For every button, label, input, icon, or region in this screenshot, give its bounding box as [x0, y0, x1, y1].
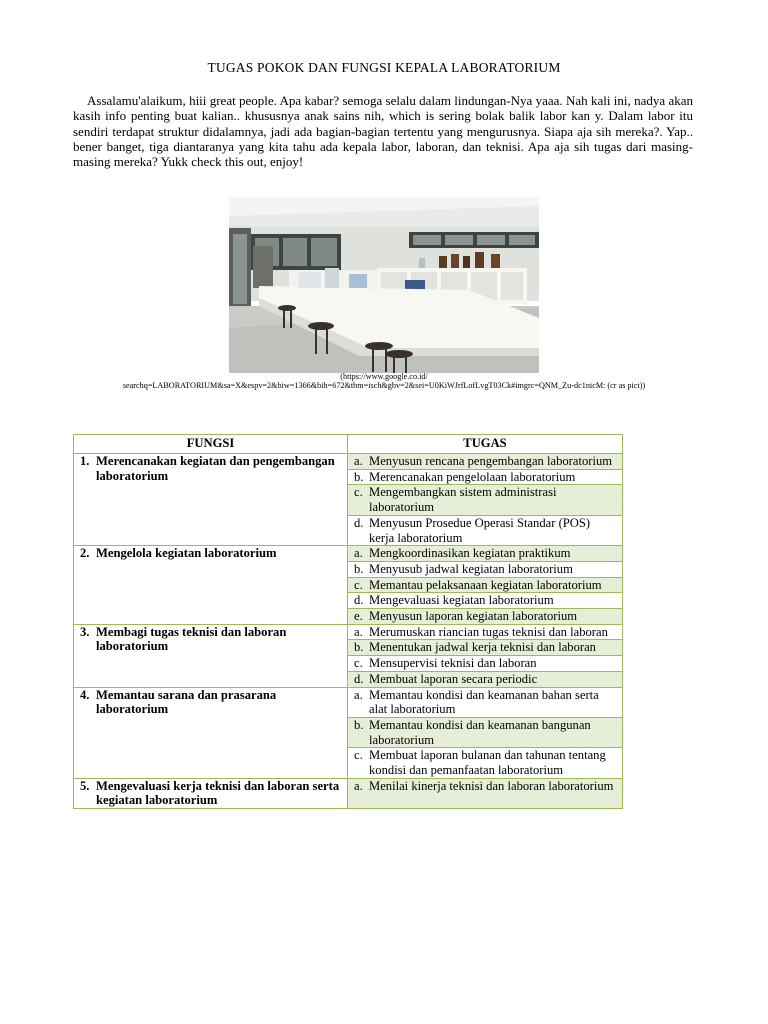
table-row	[74, 546, 623, 562]
tugas-text: Mengevaluasi kegiatan laboratorium	[369, 593, 554, 608]
intro-paragraph: Assalamu'alaikum, hiii great people. Apa kabar? semoga selalu dalam lindungan-Nya yaaa. Nah kali ini, nadya akan kasih info penting buat kalian.. khususnya anak sains nih, which is sering bolak balik labor kan y. Dalam labor itu sendiri terdapat struktur didalamnya, jadi ada bagian-bagian tertentu yang mengurusnya. Siapa aja sih mereka?. Yap.. bener banget, tiga diantaranya yang kita tahu ada kepala labor, laboran, dan teknisi. Apa aja sih tugas dari masing-masing mereka? Yukk check this out, enjoy!	[73, 93, 693, 170]
fungsi-text: Memantau sarana dan prasarana laboratorium	[96, 687, 277, 717]
tugas-letter: b.	[354, 469, 364, 484]
table-row	[74, 778, 623, 808]
fungsi-cell	[74, 454, 348, 546]
tugas-cell	[348, 624, 623, 640]
tugas-text: Menyusub jadwal kegiatan laboratorium	[369, 561, 573, 576]
tugas-cell	[348, 748, 623, 778]
laboratory-photo	[229, 198, 539, 373]
tugas-text: Memantau kondisi dan keamanan bahan serta alat laboratorium	[369, 687, 599, 717]
tugas-cell	[348, 656, 623, 672]
table-row	[74, 687, 623, 717]
tugas-letter: b.	[354, 717, 364, 732]
tugas-letter: a.	[354, 778, 363, 793]
table-row	[74, 454, 623, 470]
fungsi-text: Merencanakan kegiatan dan pengembangan laboratorium	[96, 454, 335, 483]
fungsi-cell	[74, 624, 348, 687]
header-fungsi: FUNGSI	[74, 435, 348, 454]
fungsi-text: Mengevaluasi kerja teknisi dan laboran serta kegiatan laboratorium	[96, 778, 340, 808]
tugas-text: Memantau pelaksanaan kegiatan laboratorium	[369, 577, 602, 592]
fungsi-number: 5.	[80, 778, 90, 793]
tugas-cell	[348, 469, 623, 485]
tugas-text: Menilai kinerja teknisi dan laboran laboratorium	[369, 778, 614, 793]
tugas-fungsi-table	[73, 434, 623, 809]
tugas-letter: a.	[354, 624, 363, 639]
tugas-cell	[348, 609, 623, 625]
tugas-letter: d.	[354, 515, 364, 530]
tugas-text: Menyusun Prosedue Operasi Standar (POS) kerja laboratorium	[369, 515, 591, 545]
image-source-caption-line1: (https://www.google.co.id/	[340, 372, 428, 381]
tugas-cell	[348, 561, 623, 577]
tugas-letter: b.	[354, 640, 364, 655]
tugas-text: Memantau kondisi dan keamanan bangunan laboratorium	[369, 717, 591, 747]
table-row	[74, 624, 623, 640]
fungsi-text: Mengelola kegiatan laboratorium	[96, 546, 277, 561]
tugas-text: Mengembangkan sistem administrasi laboratorium	[369, 485, 557, 515]
tugas-cell	[348, 640, 623, 656]
tugas-cell	[348, 485, 623, 515]
fungsi-number: 3.	[80, 624, 90, 639]
image-source-caption-line2: searchq=LABORATORIUM&sa=X&espv=2&biw=1366&bih=672&tbm=isch&gbv=2&sei=U0KiWJrfLofLvgT03Ck#imgrc=QNM_Zu-dc1nicM: (cr as pict))	[122, 381, 646, 390]
tugas-letter: c.	[354, 656, 363, 671]
fungsi-number: 2.	[80, 546, 90, 561]
tugas-cell	[348, 593, 623, 609]
tugas-letter: c.	[354, 577, 363, 592]
tugas-letter: d.	[354, 593, 364, 608]
tugas-text: Merencanakan pengelolaan laboratorium	[369, 469, 576, 484]
tugas-cell	[348, 778, 623, 808]
table-header-row	[74, 435, 623, 454]
tugas-cell	[348, 454, 623, 470]
tugas-letter: c.	[354, 748, 363, 763]
header-tugas: TUGAS	[348, 435, 623, 454]
fungsi-number: 4.	[80, 687, 90, 702]
tugas-cell	[348, 577, 623, 593]
tugas-cell	[348, 671, 623, 687]
tugas-text: Mensupervisi teknisi dan laboran	[369, 656, 537, 671]
tugas-cell	[348, 515, 623, 545]
fungsi-cell	[74, 687, 348, 778]
tugas-text: Menyusun laporan kegiatan laboratorium	[369, 609, 578, 624]
fungsi-number: 1.	[80, 454, 90, 468]
fungsi-text: Membagi tugas teknisi dan laboran laboratorium	[96, 624, 287, 654]
tugas-text: Menyusun rencana pengembangan laboratorium	[369, 454, 613, 468]
tugas-letter: d.	[354, 671, 364, 686]
tugas-letter: a.	[354, 687, 363, 702]
tugas-cell	[348, 546, 623, 562]
document-title: TUGAS POKOK DAN FUNGSI KEPALA LABORATORIUM	[207, 60, 561, 75]
tugas-text: Menentukan jadwal kerja teknisi dan laboran	[369, 640, 596, 655]
tugas-cell	[348, 687, 623, 717]
tugas-text: Mengkoordinasikan kegiatan praktikum	[369, 546, 571, 561]
tugas-cell	[348, 717, 623, 747]
tugas-letter: b.	[354, 561, 364, 576]
fungsi-cell	[74, 546, 348, 625]
tugas-letter: e.	[354, 609, 363, 624]
tugas-letter: c.	[354, 485, 363, 500]
tugas-letter: a.	[354, 454, 363, 468]
tugas-letter: a.	[354, 546, 363, 561]
fungsi-cell	[74, 778, 348, 808]
tugas-text: Membuat laporan secara periodic	[369, 671, 538, 686]
tugas-text: Membuat laporan bulanan dan tahunan tentang kondisi dan pemanfaatan laboratorium	[369, 748, 606, 778]
tugas-text: Merumuskan riancian tugas teknisi dan laboran	[369, 624, 608, 639]
